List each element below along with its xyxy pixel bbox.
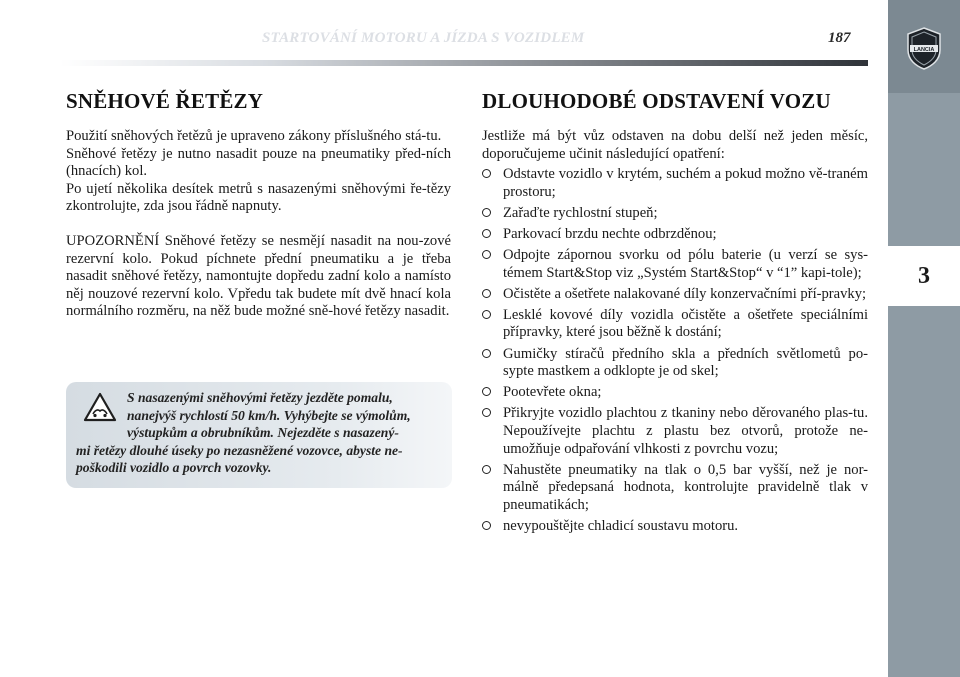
bullet-circle-icon — [482, 169, 491, 178]
list-item-text: Odstavte vozidlo v krytém, suchém a pokud možno vě-traném prostoru; — [503, 166, 868, 200]
bullet-circle-icon — [482, 349, 491, 358]
bullet-circle-icon — [482, 208, 491, 217]
list-item — [482, 384, 868, 402]
warning-line: mi řetězy dlouhé úseky po nezasněžené vozovce, abyste ne- — [76, 442, 403, 458]
bullet-circle-icon — [482, 387, 491, 396]
warning-line: poškodili vozidlo a povrch vozovky. — [76, 460, 272, 476]
bullet-circle-icon — [482, 250, 491, 259]
intro-paragraph: Jestliže má být vůz odstaven na dobu delší než jeden měsíc, doporučujeme učinit následující opatření: — [482, 128, 868, 162]
list-item-text: Gumičky stíračů předního skla a předních světlometů po-sypte mastkem a odklopte je od skel; — [503, 345, 868, 380]
list-item — [482, 226, 868, 244]
list-item — [482, 518, 868, 536]
bullet-circle-icon — [482, 310, 491, 319]
warning-text — [66, 389, 447, 477]
lancia-logo-icon — [904, 26, 944, 70]
right-column — [482, 88, 868, 539]
list-item-text: Zařaďte rychlostní stupeň; — [503, 204, 658, 221]
running-head-title: STARTOVÁNÍ MOTORU A JÍZDA S VOZIDLEM — [262, 30, 585, 46]
list-item — [482, 346, 868, 381]
bullet-circle-icon — [482, 521, 491, 530]
list-item-text: Očistěte a ošetřete nalakované díly konzervačními pří-pravky; — [503, 285, 867, 302]
paragraph: Sněhové řetězy je nutno nasadit pouze na pneumatiky před-ních (hnacích) kol. — [66, 145, 451, 180]
chapter-number-tab[interactable]: 3 — [888, 246, 960, 306]
list-item — [482, 307, 868, 342]
bullet-circle-icon — [482, 229, 491, 238]
header-rule — [60, 60, 868, 66]
warning-line: výstupkům a obrubníkům. Nejezděte s nasazený- — [127, 425, 399, 441]
list-item-text: Pootevřete okna; — [503, 384, 602, 401]
chapter-sidebar — [888, 0, 960, 677]
list-item-text: Parkovací brzdu nechte odbrzděnou; — [503, 225, 717, 242]
list-item — [482, 247, 868, 282]
list-item — [482, 405, 868, 458]
list-item-text: Lesklé kovové díly vozidla očistěte a ošetřete speciálními přípravky, které jsou běžně k dostání; — [503, 306, 868, 341]
list-item — [482, 286, 868, 304]
bullet-circle-icon — [482, 408, 491, 417]
storage-checklist — [482, 166, 868, 535]
warning-line: S nasazenými sněhovými řetězy jezděte pomalu, — [127, 390, 393, 405]
list-item-text: Odpojte zápornou svorku od pólu baterie (u verzí se sys-témem Start&Stop viz „Systém Start&Stop“ v “1” kapi-tole); — [503, 247, 868, 281]
sidebar-logo-area — [888, 0, 960, 93]
section-title-snow-chains: SNĚHOVÉ ŘETĚZY — [66, 89, 264, 113]
svg-text:LANCIA: LANCIA — [913, 47, 935, 53]
note-paragraph: UPOZORNĚNÍ Sněhové řetězy se nesmějí nasadit na nou-zové rezervní kolo. Pokud píchnete přední pneumatiku a je třeba nasadit sněhové řetězy, namontujte dopředu zadní kolo a namísto něj nouzové rezervní kolo. Vpředu tak budete mít dvě hnací kola normálního rozměru, na něž bude možné sně-hové řetězy nasadit. — [66, 232, 451, 320]
section-title-long-storage: DLOUHODOBÉ ODSTAVENÍ VOZU — [482, 89, 831, 113]
list-item — [482, 166, 868, 201]
paragraph: Po ujetí několika desítek metrů s nasazenými sněhovými ře-tězy zkontrolujte, zda jsou řádně napnuty. — [66, 180, 451, 215]
warning-box — [66, 382, 452, 488]
list-item — [482, 462, 868, 515]
bullet-circle-icon — [482, 289, 491, 298]
list-item-text: nevypouštějte chladicí soustavu motoru. — [503, 517, 739, 534]
warning-line: nanejvýš rychlostí 50 km/h. Vyhýbejte se výmolům, — [127, 407, 411, 423]
page-number: 187 — [828, 30, 851, 46]
paragraph: Použití sněhových řetězů je upraveno zákony příslušného stá-tu. — [66, 128, 442, 144]
list-item-text: Nahustěte pneumatiky na tlak o 0,5 bar vyšší, než je nor-málně předepsaná hodnota, kontrolujte pravidelně tlak v pneumatikách; — [503, 461, 868, 513]
list-item-text: Přikryjte vozidlo plachtou z tkaniny nebo děrovaného plas-tu. Nepoužívejte plachtu z plastu bez otvorů, protože ne-umožňuje odpařování vlhkosti z povrchu vozu; — [503, 405, 868, 457]
bullet-circle-icon — [482, 465, 491, 474]
left-column — [66, 88, 451, 321]
list-item — [482, 205, 868, 223]
